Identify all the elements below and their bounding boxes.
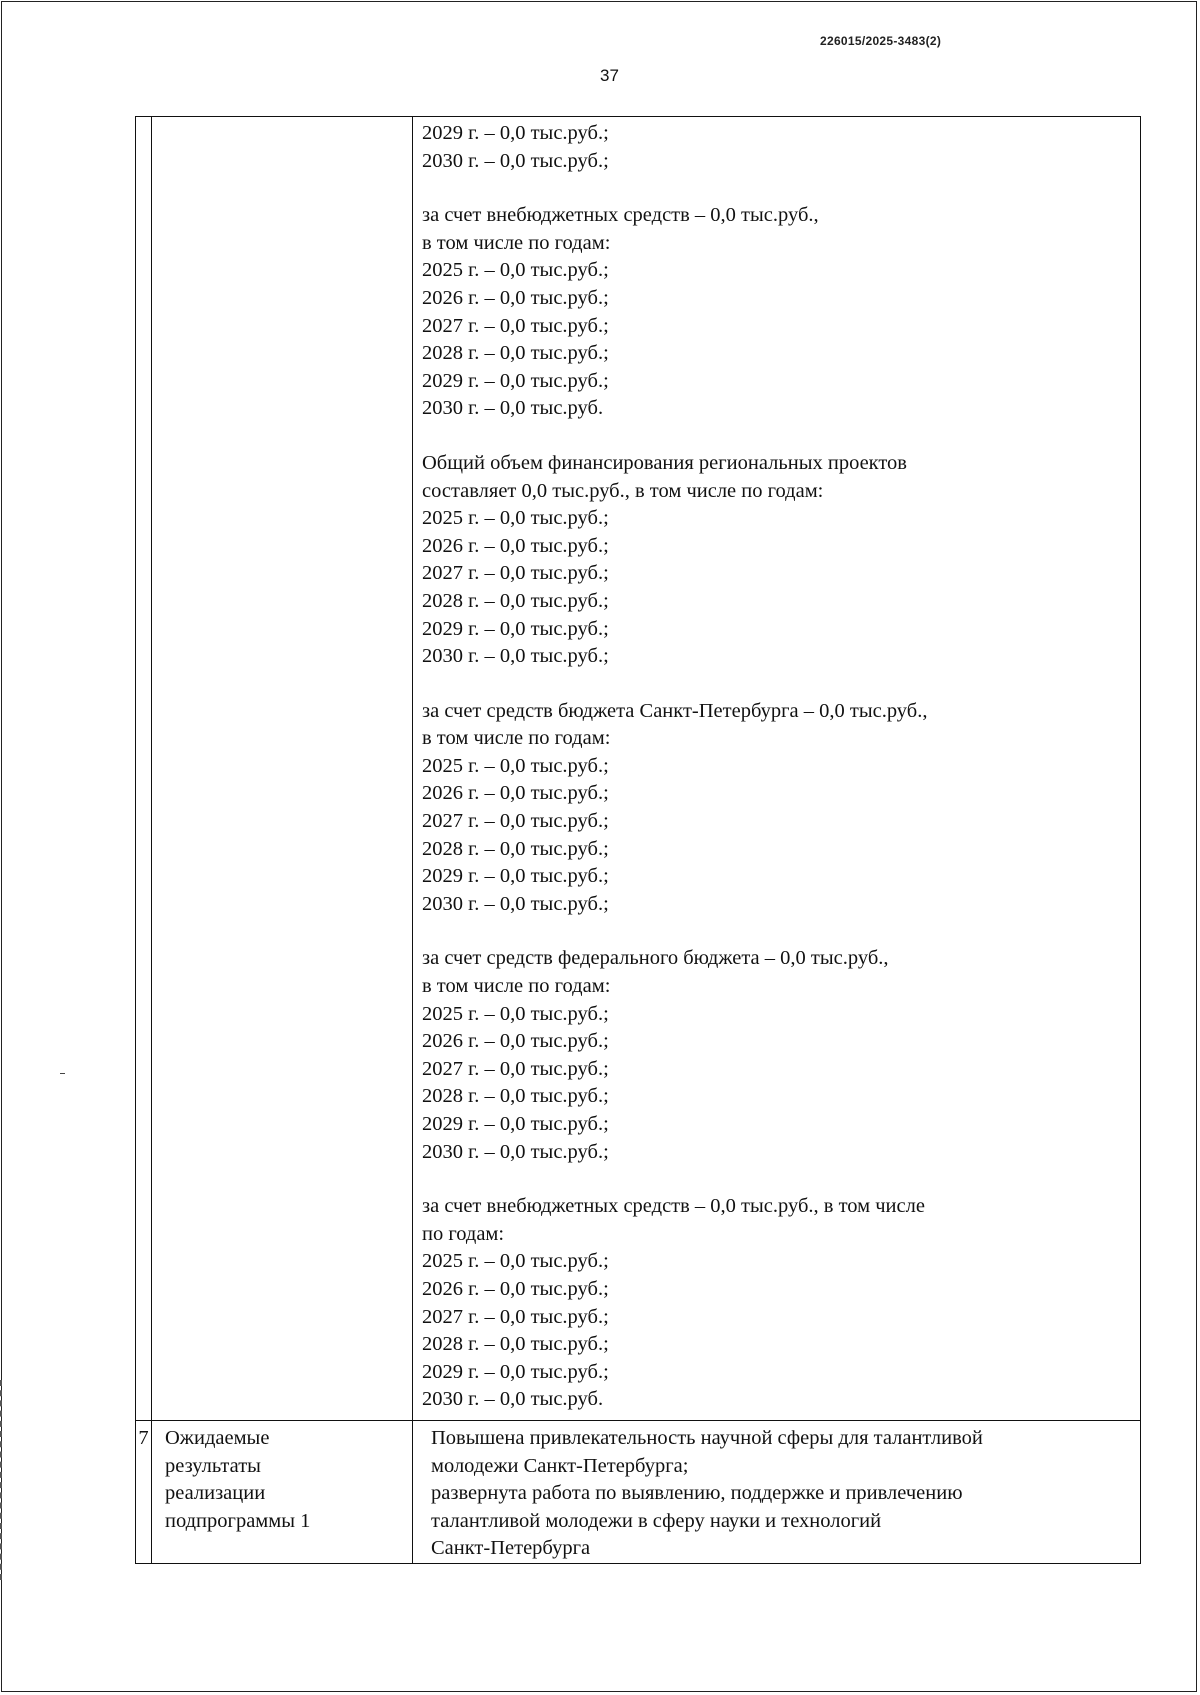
financing-block-1-tail bbox=[422, 120, 1140, 175]
text-line: молодежи Санкт-Петербурга; bbox=[431, 1454, 689, 1477]
text-line: 2030 г. – 0,0 тыс.руб.; bbox=[422, 1140, 609, 1163]
text-line: в том числе по годам: bbox=[422, 975, 611, 998]
table-row-financing-continued bbox=[136, 117, 1141, 1421]
text-line: 2027 г. – 0,0 тыс.руб.; bbox=[422, 314, 609, 337]
row-name-cell bbox=[152, 117, 413, 1421]
text-line: 2025 г. – 0,0 тыс.руб.; bbox=[422, 259, 609, 282]
text-line: 2028 г. – 0,0 тыс.руб.; bbox=[422, 342, 609, 365]
text-line: 2027 г. – 0,0 тыс.руб.; bbox=[422, 810, 609, 833]
text-line: 2029 г. – 0,0 тыс.руб.; bbox=[422, 122, 609, 144]
text-line: 2028 г. – 0,0 тыс.руб.; bbox=[422, 1085, 609, 1108]
text-line: 2029 г. – 0,0 тыс.руб.; bbox=[422, 369, 609, 392]
row-number-cell bbox=[136, 117, 152, 1421]
text-line: 2028 г. – 0,0 тыс.руб.; bbox=[422, 589, 609, 612]
text-line: 2026 г. – 0,0 тыс.руб.; bbox=[422, 1277, 609, 1300]
text-line: 2030 г. – 0,0 тыс.руб.; bbox=[422, 645, 609, 668]
text-line: талантливой молодежи в сферу науки и технологий bbox=[431, 1509, 882, 1532]
paragraph-gap bbox=[422, 671, 1140, 698]
text-line: 2026 г. – 0,0 тыс.руб.; bbox=[422, 1030, 609, 1053]
text-line: Ожидаемые bbox=[165, 1426, 270, 1449]
text-line: составляет 0,0 тыс.руб., в том числе по годам: bbox=[422, 479, 824, 502]
financing-block-regional-projects bbox=[422, 450, 1140, 671]
financing-block-extrabudgetary-2 bbox=[422, 1193, 1140, 1414]
text-line: 2030 г. – 0,0 тыс.руб.; bbox=[422, 149, 609, 172]
text-line: за счет внебюджетных средств – 0,0 тыс.руб., bbox=[422, 204, 819, 227]
text-line: Повышена привлекательность научной сферы для талантливой bbox=[431, 1426, 983, 1449]
text-line: 2029 г. – 0,0 тыс.руб.; bbox=[422, 617, 609, 640]
text-line: развернута работа по выявлению, поддержке и привлечению bbox=[431, 1482, 963, 1505]
text-line: 2025 г. – 0,0 тыс.руб.; bbox=[422, 1250, 609, 1273]
text-line: 2029 г. – 0,0 тыс.руб.; bbox=[422, 1360, 609, 1383]
text-line: 2030 г. – 0,0 тыс.руб. bbox=[422, 397, 604, 420]
text-line: Общий объем финансирования региональных проектов bbox=[422, 451, 907, 474]
text-line: 2026 г. – 0,0 тыс.руб.; bbox=[422, 286, 609, 309]
text-line: Санкт-Петербурга bbox=[431, 1537, 591, 1560]
row-name-cell bbox=[152, 1420, 413, 1563]
text-line: 2030 г. – 0,0 тыс.руб. bbox=[422, 1388, 604, 1411]
financing-block-spb-budget bbox=[422, 698, 1140, 919]
text-line: 2028 г. – 0,0 тыс.руб.; bbox=[422, 837, 609, 860]
text-line: по годам: bbox=[422, 1222, 505, 1245]
text-line: в том числе по годам: bbox=[422, 727, 611, 750]
text-line: подпрограммы 1 bbox=[165, 1509, 311, 1532]
text-line: за счет средств бюджета Санкт-Петербурга – 0,0 тыс.руб., bbox=[422, 699, 928, 722]
page-number: 37 bbox=[600, 66, 619, 85]
text-line: результаты bbox=[165, 1454, 261, 1477]
text-line: реализации bbox=[165, 1482, 266, 1505]
text-line: за счет средств федерального бюджета – 0,0 тыс.руб., bbox=[422, 947, 889, 970]
text-line: 2030 г. – 0,0 тыс.руб.; bbox=[422, 892, 609, 915]
text-line: 2025 г. – 0,0 тыс.руб.; bbox=[422, 507, 609, 530]
financing-block-federal-budget bbox=[422, 945, 1140, 1166]
financing-value-cell bbox=[413, 117, 1141, 1421]
text-line: 2026 г. – 0,0 тыс.руб.; bbox=[422, 534, 609, 557]
text-line: 2026 г. – 0,0 тыс.руб.; bbox=[422, 782, 609, 805]
financing-block-extrabudgetary-1 bbox=[422, 202, 1140, 423]
paragraph-gap bbox=[422, 175, 1140, 202]
table-row-expected-results bbox=[136, 1420, 1141, 1563]
text-line: 2029 г. – 0,0 тыс.руб.; bbox=[422, 1113, 609, 1135]
text-line: в том числе по годам: bbox=[422, 231, 611, 254]
text-line: 2027 г. – 0,0 тыс.руб.; bbox=[422, 1305, 609, 1328]
document-id: 226015/2025-3483(2) bbox=[820, 34, 942, 48]
program-passport-table bbox=[135, 116, 1141, 1564]
scan-edge-mark bbox=[0, 1380, 4, 1580]
expected-results-value-cell bbox=[413, 1420, 1141, 1563]
text-line: 2025 г. – 0,0 тыс.руб.; bbox=[422, 1002, 609, 1025]
margin-mark bbox=[60, 1073, 65, 1074]
row-number: 7 bbox=[136, 1420, 152, 1563]
text-line: 2025 г. – 0,0 тыс.руб.; bbox=[422, 754, 609, 777]
paragraph-gap bbox=[422, 1166, 1140, 1193]
text-line: 2029 г. – 0,0 тыс.руб.; bbox=[422, 865, 609, 888]
paragraph-gap bbox=[422, 423, 1140, 450]
text-line: 2028 г. – 0,0 тыс.руб.; bbox=[422, 1333, 609, 1356]
text-line: за счет внебюджетных средств – 0,0 тыс.руб., в том числе bbox=[422, 1195, 925, 1218]
text-line: 2027 г. – 0,0 тыс.руб.; bbox=[422, 1057, 609, 1080]
text-line: 2027 г. – 0,0 тыс.руб.; bbox=[422, 562, 609, 585]
paragraph-gap bbox=[422, 918, 1140, 945]
